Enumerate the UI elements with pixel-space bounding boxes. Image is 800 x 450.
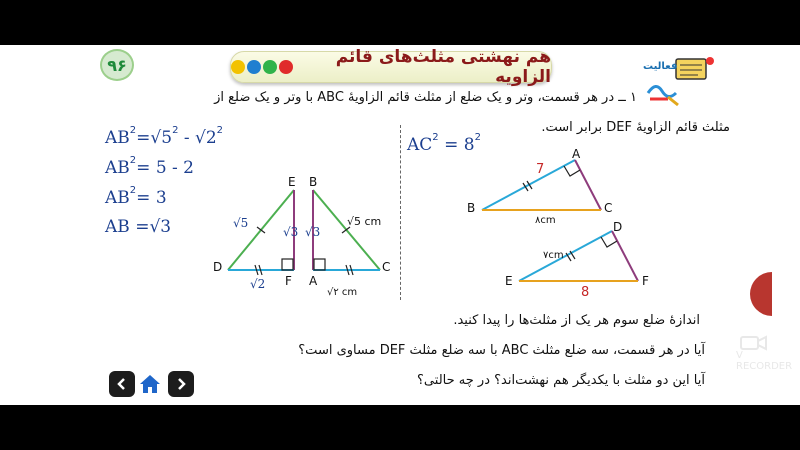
vertex-B-left: B	[309, 175, 318, 189]
work-3-rhs: 3	[155, 188, 167, 208]
work-r-eq: =	[444, 135, 459, 155]
video-camera-icon	[740, 334, 768, 352]
label-de-right: ۷cm	[543, 250, 564, 261]
next-page-button[interactable]	[168, 371, 194, 397]
vertex-D-left: D	[213, 260, 223, 274]
work-r-rhs-exp: 2	[474, 132, 481, 143]
chevron-left-icon	[115, 377, 129, 391]
work-1-lhs: AB	[105, 128, 130, 148]
activity-label: فعالیت	[643, 61, 678, 72]
work-1-lhs-exp: 2	[129, 125, 137, 136]
work-4-rhs: √3	[149, 217, 172, 237]
work-3-eq: =	[136, 188, 151, 208]
label-ef-right: 8	[581, 285, 590, 300]
work-r-lhs-exp: 2	[432, 132, 439, 143]
vertex-A-right: A	[572, 147, 581, 161]
work-r-lhs: AC	[407, 135, 433, 155]
home-icon[interactable]	[139, 373, 161, 395]
left-margin	[0, 45, 95, 405]
recorder-label: V RECORDER	[736, 350, 793, 372]
work-1-tail: - √2	[178, 128, 217, 148]
triangle-abc-left	[313, 190, 380, 275]
label-hyp-def: √5	[233, 216, 249, 230]
label-ab-right: 7	[536, 162, 545, 177]
vertex-F-right: F	[642, 274, 649, 288]
work-4-lhs: AB	[105, 217, 130, 237]
work-1-rhs-exp: 2	[172, 125, 179, 136]
work-1-tail-exp: 2	[216, 125, 224, 136]
label-leg-def: √3	[283, 225, 299, 239]
label-base-def: √2	[250, 277, 266, 291]
question-line-3: اندازهٔ ضلع سوم هر یک از مثلث‌ها را پیدا کنید.	[453, 313, 700, 328]
question-line-2: مثلث قائم الزاویهٔ DEF برابر است.	[541, 120, 730, 135]
vertex-D-right: D	[613, 220, 623, 234]
recorder-watermark	[736, 350, 800, 372]
vertex-A-left: A	[309, 274, 318, 288]
work-2-lhs: AB	[105, 158, 130, 178]
question-line-4: آیا در هر قسمت، سه ضلع مثلث ABC با سه ضلع مثلث DEF مساوی است؟	[298, 343, 705, 358]
top-letterbox	[0, 0, 800, 45]
work-4-eq: =	[135, 217, 150, 237]
vertex-E-left: E	[288, 175, 296, 189]
textbook-page	[95, 45, 730, 405]
work-2-rhs: 5 - 2	[155, 158, 194, 178]
question-line-1: ۱ ــ در هر قسمت، وتر و یک ضلع از مثلث قائم الزاویهٔ ABC با وتر و یک ضلع از	[214, 90, 637, 105]
label-bc-right: ۸cm	[535, 215, 556, 226]
bottom-letterbox	[0, 405, 800, 450]
vertex-C-right: C	[604, 201, 613, 215]
vertex-F-left: F	[285, 274, 292, 288]
label-hyp-abc: √5 cm	[347, 215, 382, 228]
work-1-rhs: √5	[150, 128, 173, 148]
work-1-eq: =	[136, 128, 151, 148]
work-3-lhs: AB	[105, 188, 130, 208]
vertex-E-right: E	[505, 274, 513, 288]
work-r-rhs: 8	[463, 135, 475, 155]
previous-page-button[interactable]	[109, 371, 135, 397]
work-2-eq: =	[136, 158, 151, 178]
label-leg-abc: √3	[305, 225, 321, 239]
work-2-lhs-exp: 2	[129, 155, 137, 166]
label-base-abc: √۲ cm	[327, 287, 358, 298]
work-3-lhs-exp: 2	[129, 185, 137, 196]
chevron-right-icon	[174, 377, 188, 391]
lesson-title: هم نهشتی مثلث‌های قائم الزاویه	[335, 47, 551, 87]
vertex-B-right: B	[467, 201, 476, 215]
triangle-def-right	[519, 231, 638, 281]
page-number: ۹۶	[107, 55, 127, 75]
vertex-C-left: C	[382, 260, 391, 274]
question-line-5: آیا این دو مثلث با یکدیگر هم نهشت‌اند؟ در چه حالتی؟	[417, 373, 705, 388]
